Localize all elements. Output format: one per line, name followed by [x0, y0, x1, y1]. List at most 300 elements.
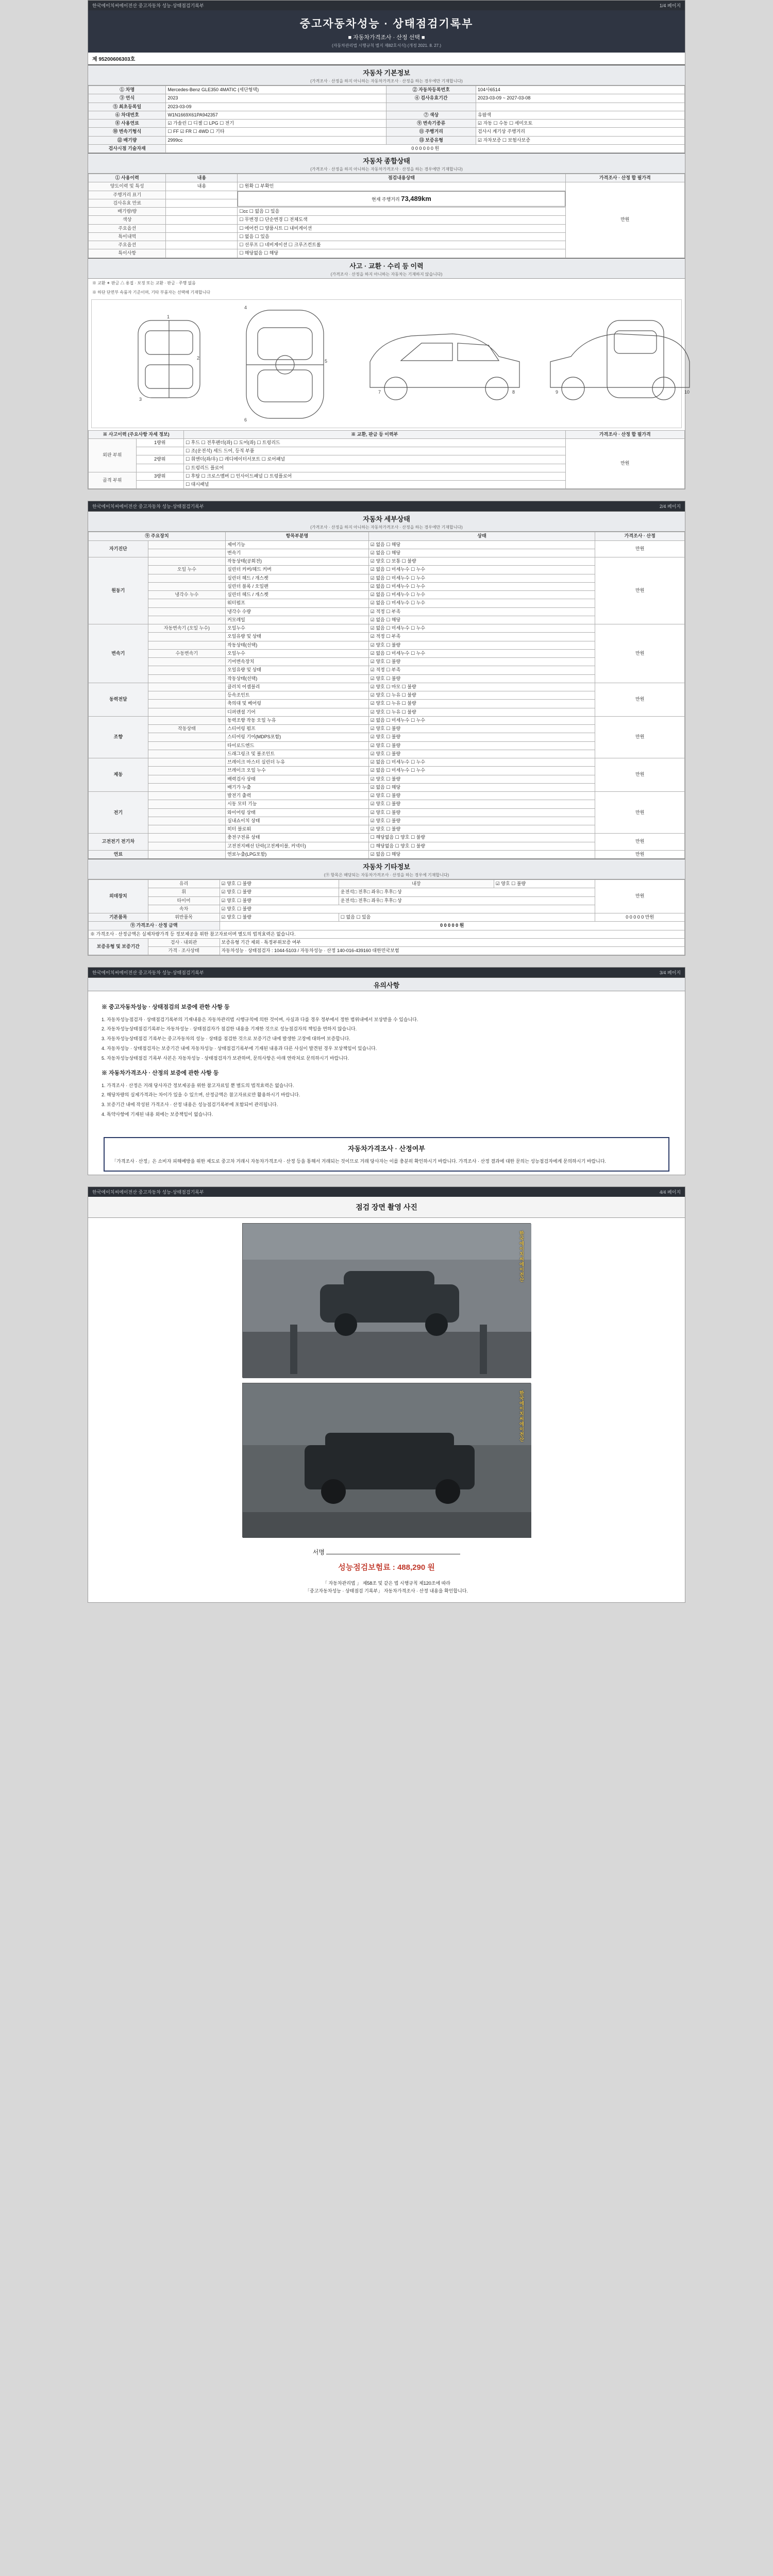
table-header-row	[89, 532, 685, 540]
accident-legend-2: ※ 하단 단면부 속품자 기준이며, 기타 부품자는 선택해 기재합니다	[92, 290, 210, 295]
car-left-side-view	[370, 334, 519, 400]
basic-value2-4: ☑ 자동 ☐ 수동 ☐ 세미오토	[476, 120, 685, 128]
svg-text:3: 3	[139, 396, 142, 402]
detail-sub-3-1	[148, 691, 225, 700]
accident-bottom-label-1: ※ 사고이력 (주요사항 자세 정보)	[89, 430, 184, 438]
overall-row-label-7: 주요옵션	[89, 241, 166, 249]
signature-label: 서명	[312, 1548, 325, 1556]
overall-col-2: 점검내용상태	[238, 174, 565, 182]
section-overall-title: 자동차 종합상태	[363, 157, 410, 165]
basic-label2-4: ⑨ 변속기종류	[386, 120, 476, 128]
detail-sub-3-0	[148, 683, 225, 691]
table-row	[89, 792, 685, 800]
table-row	[89, 922, 685, 930]
detail-item-state-2-3[interactable]: ☑ 없음 ☐ 미세누수 ☐ 누수	[368, 649, 595, 657]
detail-group-8: 연료	[89, 850, 148, 858]
detail-item-state-0-1[interactable]: ☑ 없음 ☐ 해당	[368, 549, 595, 557]
detail-item-name-6-3: 실내쇼이치 상태	[226, 817, 369, 825]
detail-price-5: 만원	[595, 758, 685, 792]
mileage-label: 현재 주행거리	[372, 197, 400, 202]
footer-line-2: 「중고자동차성능 · 상태점검 기록부」 자동차가격조사 · 산정 내용을 확인합니다.	[305, 1588, 468, 1594]
detail-sub-5-2	[148, 775, 225, 783]
other-name-0: 유리	[148, 880, 220, 888]
other-state-3[interactable]: ☑ 양호 ☐ 불량	[220, 905, 595, 913]
detail-item-name-1-2: 실린더 헤드 / 개스켓	[226, 574, 369, 582]
photo-watermark-2: 한국에이치씨에이전산	[519, 1390, 524, 1442]
page-indicator-3: 3/4 페이지	[659, 970, 681, 976]
page-indicator-4: 4/4 페이지	[659, 1189, 681, 1195]
other-state-1[interactable]: ☑ 양호 ☐ 불량	[220, 888, 339, 896]
browser-tab-title-4: 한국에이치씨에이전산 중고자동차 성능·상태점검기록부	[92, 1189, 204, 1195]
section-accident-sub: (가격조사 · 산정을 하지 아니하는 자동차는 기재하지 않습니다)	[330, 272, 443, 277]
detail-price-3: 만원	[595, 683, 685, 716]
accident-parts-0[interactable]: ☐ 후드 ☐ 전후펜더(좌) ☐ 도어(좌) ☐ 트렁리드	[184, 438, 565, 447]
detail-item-name-1-0: 작동상태(공회전)	[226, 557, 369, 566]
section-overall-sub: (가격조사 · 산정을 하지 아니하는 자동차가격조사 · 산정을 하는 경우에만 기재합니다)	[310, 167, 463, 172]
table-row	[89, 540, 685, 549]
detail-sub-2-5	[148, 666, 225, 674]
detail-item-state-1-0[interactable]: ☑ 양호 ☐ 보통 ☐ 불량	[368, 557, 595, 566]
notice-section-2-title: ※ 자동차가격조사 · 산정의 보증에 관한 사항 등	[102, 1070, 219, 1077]
inspection-photo-2[interactable]	[242, 1383, 531, 1537]
table-header-row	[89, 174, 685, 182]
fee-label: 성능점검보험료 :	[338, 1563, 395, 1572]
other-name-3: 속차	[148, 905, 220, 913]
basic-value2-1: 2023-03-09 ~ 2027-03-08	[476, 94, 685, 103]
table-row	[89, 880, 685, 888]
table-row	[89, 683, 685, 691]
table-row	[89, 850, 685, 858]
car-right-side-view	[550, 334, 690, 400]
detail-item-name-4-3: 타이로드엔드	[226, 741, 369, 750]
guarantee-row-label-1: 가격 · 조사상태	[148, 947, 220, 955]
guarantee-label: 보증유형 및 보증기간	[89, 938, 148, 955]
svg-text:2: 2	[197, 355, 200, 361]
inspection-fee-label: 검사시점 기술자재	[89, 144, 166, 152]
detail-price-2: 만원	[595, 624, 685, 683]
overall-row-state-0[interactable]: ☐ 원확 ☐ 부확인	[238, 182, 565, 191]
detail-sub-1-3	[148, 582, 225, 590]
detail-item-name-7-0: 충전구전류 상태	[226, 834, 369, 842]
overall-row-sub-8	[166, 249, 238, 258]
basic-value-2: 2023-03-09	[166, 103, 386, 111]
detail-item-state-4-3[interactable]: ☑ 양호 ☐ 불량	[368, 741, 595, 750]
overall-row-state-7[interactable]: ☐ 선루프 ☐ 네비게이션 ☐ 크루즈컨트롤	[238, 241, 565, 249]
detail-sub-4-3	[148, 741, 225, 750]
detail-item-name-5-3: 배기가 누출	[226, 783, 369, 791]
basic-value2-0: 104사6514	[476, 86, 685, 94]
accident-parts-3[interactable]: ☐ 트렁리드 플로어	[184, 464, 565, 472]
detail-item-name-1-1: 실린더 커버/헤드 커버	[226, 566, 369, 574]
overall-col-0: ① 사용이력	[89, 174, 166, 182]
accident-col-right: 가격조사 · 산정 합 필가격	[565, 430, 684, 438]
basic-label2-5: ⑪ 주행거리	[386, 128, 476, 136]
detail-item-name-6-0: 발전기 출력	[226, 792, 369, 800]
mileage-box	[238, 191, 565, 207]
basic-label-5: ⑩ 변속기형식	[89, 128, 166, 136]
section-detail-title: 자동차 세부상태	[363, 515, 410, 523]
detail-group-5: 제동	[89, 758, 148, 792]
basic-label-2: ⑤ 최초등록일	[89, 103, 166, 111]
table-row	[89, 938, 685, 946]
detail-price-0: 만원	[595, 540, 685, 557]
detail-sub-2-1	[148, 633, 225, 641]
car-top-view	[246, 310, 324, 418]
detail-item-name-2-4: 기어변속장치	[226, 658, 369, 666]
detail-item-state-4-2[interactable]: ☑ 양호 ☐ 불량	[368, 733, 595, 741]
inspection-photo-1[interactable]	[242, 1223, 531, 1378]
detail-group-1: 원동기	[89, 557, 148, 624]
notice-item: 5. 자동차성능상태점검 기록부 사본은 자동차성능 · 상태점검자가 보관하며, 문의사항은 아래 연락처로 문의하시기 바랍니다.	[102, 1055, 349, 1061]
warranty-value: ☑ 자차보증 ☐ 보험사보증	[476, 136, 685, 144]
detail-item-name-6-4: 히터 블로워	[226, 825, 369, 834]
accident-parts-4[interactable]: ☐ 후탑 ☐ 크로스멤버 ☐ 인사이드패널 ☐ 트렁플로어	[184, 472, 565, 480]
detail-item-state-6-3[interactable]: ☑ 양호 ☐ 불량	[368, 817, 595, 825]
detail-sub-6-4	[148, 825, 225, 834]
price-note: ※ 가격조사 · 산정금액은 실제차량가격 등 정보제공을 위한 참고자료이며 별도의 법적효력은 없습니다.	[89, 930, 685, 938]
detail-item-name-4-4: 드래그링크 및 볼조인트	[226, 750, 369, 758]
table-row	[89, 438, 685, 447]
section-other-header	[88, 859, 685, 879]
accident-rank-5	[136, 481, 184, 489]
detail-sub-2-4	[148, 658, 225, 666]
detail-item-state-7-0[interactable]: ☐ 해당없음 ☐ 양호 ☐ 불량	[368, 834, 595, 842]
other-name2-2[interactable]: 운전석□ 전후□ 좌우□ 후후□ 상	[339, 896, 595, 905]
overall-row-sub-6	[166, 232, 238, 241]
detail-item-state-1-5[interactable]: ☑ 없음 ☐ 미세누수 ☐ 누수	[368, 599, 595, 607]
section-basic-info-header	[88, 65, 685, 86]
detail-group-4: 조향	[89, 716, 148, 758]
other-state-0[interactable]: ☑ 양호 ☐ 불량	[220, 880, 339, 888]
section-other-sub: (⑨ 항목은 해당되는 자동차가격조사 · 산정을 하는 경우에 기재합니다)	[324, 873, 449, 877]
browser-tab-title: 한국에이치씨에이전산 중고자동차 성능·상태점검기록부	[92, 3, 204, 8]
basic-value2-3: 유팜색	[476, 111, 685, 119]
section-basic-info-title: 자동차 기본정보	[363, 69, 410, 77]
detail-item-state-4-0[interactable]: ☑ 없음 ☐ 미세누수 ☐ 누수	[368, 716, 595, 724]
detail-item-state-2-2[interactable]: ☑ 양호 ☐ 불량	[368, 641, 595, 649]
detail-item-name-5-1: 브레이크 오일 누수	[226, 767, 369, 775]
accident-group-4: 골격 부위	[89, 472, 137, 489]
detail-sub-3-3	[148, 708, 225, 716]
detail-item-state-6-2[interactable]: ☑ 양호 ☐ 불량	[368, 808, 595, 817]
detail-sub-4-4	[148, 750, 225, 758]
overall-row-label-5: 주요옵션	[89, 224, 166, 232]
detail-item-state-4-1[interactable]: ☑ 양호 ☐ 불량	[368, 725, 595, 733]
guarantee-row-value-0: 보증유형 기간 제외 · 특정부위보증 여부	[220, 938, 684, 946]
basic-info-table	[88, 86, 685, 153]
detail-sub-2-0: 자동변속기 (오일 누수)	[148, 624, 225, 633]
detail-item-name-3-3: 디퍼렌셜 기어	[226, 708, 369, 716]
car-rear-view	[607, 320, 664, 398]
page-indicator-2: 2/4 페이지	[659, 504, 681, 510]
detail-item-state-3-2[interactable]: ☑ 양호 ☐ 누유 ☐ 불량	[368, 700, 595, 708]
detail-item-state-3-1[interactable]: ☑ 양호 ☐ 누유 ☐ 불량	[368, 691, 595, 700]
detail-item-name-2-3: 오일누수	[226, 649, 369, 657]
other-price-0: 만원	[595, 880, 685, 913]
accident-parts-5[interactable]: ☐ 대시패널	[184, 481, 565, 489]
detail-item-state-2-6[interactable]: ☑ 양호 ☐ 불량	[368, 674, 595, 683]
notice-title: 유의사항	[373, 981, 400, 990]
basic-label-0: ① 차명	[89, 86, 166, 94]
browser-tab-title-2: 한국에이치씨에이전산 중고자동차 성능·상태점검기록부	[92, 504, 204, 510]
mileage-cell	[238, 191, 565, 208]
basic-value2-5: 검사시 계기상 주행거리	[476, 128, 685, 136]
basic-value-5: ☐ FF ☑ FR ☐ 4WD ☐ 기타	[166, 128, 386, 136]
detail-item-state-5-0[interactable]: ☑ 없음 ☐ 미세누수 ☐ 누수	[368, 758, 595, 767]
detail-item-name-3-0: 클러치 어셈블리	[226, 683, 369, 691]
price-assessment-box	[104, 1137, 669, 1172]
price-assessment-text: 「가격조사 · 산정」은 소비자 피해예방을 위한 제도로 중고차 거래시 자동차가격조사 · 산정 등을 통해서 거래되는 것이므로 거래 당사자는 이를 충분히 확인하시기 바랍니다. 가격조사 · 산정 결과에 대한 문의는 성능점검자에게 문의하시기 바랍니다.	[112, 1158, 607, 1164]
detail-item-state-7-1[interactable]: ☐ 해당없음 ☐ 양호 ☐ 불량	[368, 842, 595, 850]
detail-item-state-2-0[interactable]: ☑ 없음 ☐ 미세누수 ☐ 누수	[368, 624, 595, 633]
overall-row-label-2: 검사유효 만료	[89, 199, 166, 207]
detail-sub-6-2	[148, 808, 225, 817]
car-front-view	[138, 320, 200, 398]
detail-sub-6-0	[148, 792, 225, 800]
overall-row-state-4[interactable]: ☐ 무변경 ☐ 단순변경 ☐ 전체도색	[238, 216, 565, 224]
detail-item-name-2-6: 작동상태(선택)	[226, 674, 369, 683]
warranty-label: ⑬ 보증유형	[386, 136, 476, 144]
detail-price-8: 만원	[595, 850, 685, 858]
detail-item-state-2-1[interactable]: ☑ 적정 ☐ 부족	[368, 633, 595, 641]
detail-col-0: ⑨ 주요장치	[89, 532, 226, 540]
detail-item-state-4-4[interactable]: ☑ 양호 ☐ 불량	[368, 750, 595, 758]
detail-item-name-2-1: 오일유량 및 상태	[226, 633, 369, 641]
svg-text:5: 5	[325, 358, 328, 364]
table-row	[89, 136, 685, 144]
photo-watermark-1: 한국에이치씨에이전산	[519, 1230, 524, 1282]
svg-text:6: 6	[244, 417, 247, 422]
price-assessment-title: 자동차가격조사 · 산정여부	[348, 1144, 425, 1153]
detail-group-2: 변속기	[89, 624, 148, 683]
detail-item-state-1-6[interactable]: ☑ 적정 ☐ 부족	[368, 607, 595, 616]
detail-item-name-1-7: 커모레일	[226, 616, 369, 624]
price-head: ⑨ 가격조사 · 산정 금액	[89, 922, 220, 930]
notice-item: 4. 자동차성능 · 상태점검자는 보증기간 내에 자동차성능 · 상태점검기록부에 기재된 내용과 다른 사실이 발견된 경우 보상책임이 있습니다.	[102, 1045, 377, 1051]
detail-item-state-5-1[interactable]: ☑ 없음 ☐ 미세누수 ☐ 누수	[368, 767, 595, 775]
detail-col-1: 항목부분명	[226, 532, 369, 540]
fee-value: 488,290 원	[397, 1563, 435, 1572]
basic-value-0: Mercedes-Benz GLE350 4MATIC (세단형택)	[166, 86, 386, 94]
other-name2-4[interactable]: ☐ 없음 ☐ 있음	[339, 913, 595, 922]
accident-price: 만원	[565, 438, 684, 489]
mileage-value: 73,489km	[401, 195, 431, 203]
accident-rank-4: 3량위	[136, 472, 184, 480]
detail-item-state-1-4[interactable]: ☑ 없음 ☐ 미세누수 ☐ 누수	[368, 591, 595, 599]
detail-sub-1-1: 오일 누수	[148, 566, 225, 574]
overall-row-state-3[interactable]: ☐cc ☐ 없음 ☐ 있음	[238, 208, 565, 216]
document-titlebar	[88, 10, 685, 53]
accident-parts-1[interactable]: ☐ 조(운전석) 세드 드어, 등직 부품	[184, 447, 565, 455]
detail-state-table	[88, 532, 685, 859]
detail-sub-2-6	[148, 674, 225, 683]
detail-group-0: 자기진단	[89, 540, 148, 557]
browser-topbar-3	[88, 968, 685, 977]
notice-item: 3. 자동차성능상태점검 기록부는 중고자동차의 성능 · 상태를 점검한 것으로 보증기간 내에 발생한 고장에 대하여 보증합니다.	[102, 1036, 350, 1041]
detail-item-name-2-0: 오일누수	[226, 624, 369, 633]
legal-reference: (자동차관리법 시행규칙 별지 제82호서식) (개정 2021. 8. 27.)	[331, 43, 442, 48]
svg-text:1: 1	[167, 314, 170, 319]
accident-rank-3	[136, 464, 184, 472]
page-3	[88, 967, 685, 1175]
detail-item-name-4-0: 동력조향 작동 오일 누유	[226, 716, 369, 724]
detail-item-name-1-4: 실린더 헤드 / 개스켓	[226, 591, 369, 599]
overall-row-sub-2	[166, 199, 238, 207]
detail-item-state-3-0[interactable]: ☑ 양호 ☐ 마모 ☐ 불량	[368, 683, 595, 691]
detail-item-state-1-3[interactable]: ☑ 없음 ☐ 미세누수 ☐ 누수	[368, 582, 595, 590]
basic-label-3: ⑥ 차대번호	[89, 111, 166, 119]
notice-section-1-title: ※ 중고자동차성능 · 상태점검의 보증에 관한 사항 등	[102, 1004, 230, 1011]
overall-row-sub-5	[166, 224, 238, 232]
detail-sub-1-2	[148, 574, 225, 582]
basic-value-1: 2023	[166, 94, 386, 103]
detail-item-state-1-7[interactable]: ☑ 없음 ☐ 해당	[368, 616, 595, 624]
table-row	[89, 94, 685, 103]
other-name-1: 휘	[148, 888, 220, 896]
detail-item-name-1-3: 실린더 블록 / 오일팬	[226, 582, 369, 590]
engine-label: ⑫ 배기량	[89, 136, 166, 144]
table-row	[89, 103, 685, 111]
overall-row-state-8[interactable]: ☐ 해당없음 ☐ 해당	[238, 249, 565, 258]
detail-sub-0-1	[148, 549, 225, 557]
detail-item-name-2-5: 오일유량 및 상태	[226, 666, 369, 674]
table-row	[89, 716, 685, 724]
car-damage-diagram[interactable]	[91, 299, 690, 428]
accident-bottom-label-2: ※ 교환, 판금 등 이력부	[184, 430, 565, 438]
basic-label2-0: ② 자동차등록번호	[386, 86, 476, 94]
detail-item-name-0-0: 제어기능	[226, 540, 369, 549]
section-notice-header	[88, 977, 685, 991]
other-state2-0[interactable]: ☑ 양호 ☐ 불량	[494, 880, 595, 888]
detail-item-name-6-2: 와이어링 상태	[226, 808, 369, 817]
basic-value-4: ☑ 가솔린 ☐ 디젤 ☐ LPG ☐ 전기	[166, 120, 386, 128]
page-4	[88, 1187, 685, 1603]
browser-tab-title-3: 한국에이치씨에이전산 중고자동차 성능·상태점검기록부	[92, 970, 204, 976]
overall-row-sub-3	[166, 208, 238, 216]
accident-parts-2[interactable]: ☐ 휘엔더(좌/우) ☐ 레디에이터서포트 ☐ 로어패널	[184, 455, 565, 464]
signature-row	[88, 1543, 685, 1558]
detail-item-name-7-1: 고전전지배선 단락(고전케이블, 커넥터)	[226, 842, 369, 850]
detail-item-state-6-4[interactable]: ☑ 양호 ☐ 불량	[368, 825, 595, 834]
table-row	[89, 947, 685, 955]
other-name-4: 위반품목	[148, 913, 220, 922]
other-group-exterior: 외데장치	[89, 880, 148, 913]
table-row	[89, 182, 685, 191]
page-2	[88, 501, 685, 956]
accident-history-table	[88, 430, 685, 489]
detail-price-7: 만원	[595, 834, 685, 851]
detail-item-name-5-0: 브레이크 마스터 실린더 누유	[226, 758, 369, 767]
other-group-basic: 기본품목	[89, 913, 148, 922]
detail-item-state-5-2[interactable]: ☑ 양호 ☐ 불량	[368, 775, 595, 783]
detail-item-state-0-0[interactable]: ☑ 없음 ☐ 해당	[368, 540, 595, 549]
other-state-4[interactable]: ☑ 양호 ☐ 불량	[220, 913, 339, 922]
notice-item: 1. 자동차성능점검자 · 상태점검기록부의 기재내용은 자동차관리법 시행규칙에 의한 것이며, 사실과 다를 경우 정부에서 정한 범위내에서 보상받을 수 있습니다.	[102, 1016, 418, 1022]
detail-sub-7-0	[148, 834, 225, 842]
table-row	[89, 120, 685, 128]
detail-table-body	[89, 540, 685, 859]
detail-item-state-2-4[interactable]: ☑ 양호 ☐ 불량	[368, 658, 595, 666]
other-state-2[interactable]: ☑ 양호 ☐ 불량	[220, 896, 339, 905]
inspection-fee-row	[88, 1558, 685, 1578]
detail-sub-5-0	[148, 758, 225, 767]
section-other-title: 자동차 기타정보	[363, 863, 410, 871]
overall-row-label-4: 색상	[89, 216, 166, 224]
detail-sub-0-0	[148, 540, 225, 549]
overall-row-sub-4	[166, 216, 238, 224]
notice-section-1-items	[102, 1016, 671, 1063]
detail-item-state-1-1[interactable]: ☑ 없음 ☐ 미세누수 ☐ 누수	[368, 566, 595, 574]
basic-value-3: W1N1669X61PA942357	[166, 111, 386, 119]
detail-sub-7-1	[148, 842, 225, 850]
overall-row-label-1: 주행거리 표기	[89, 191, 166, 199]
browser-topbar-2	[88, 501, 685, 511]
section-accident-title: 사고 · 교환 · 수리 등 이력	[349, 262, 424, 270]
detail-item-state-6-0[interactable]: ☑ 양호 ☐ 불량	[368, 792, 595, 800]
accident-group-0: 외판 부위	[89, 438, 137, 472]
section-overall-header	[88, 153, 685, 174]
detail-item-state-3-3[interactable]: ☑ 양호 ☐ 누유 ☐ 불량	[368, 708, 595, 716]
photo-2-graphic	[243, 1383, 531, 1538]
table-row	[89, 624, 685, 633]
page-title: 중고자동차성능 · 상태점검기록부	[299, 18, 474, 30]
section-accident-header	[88, 258, 685, 279]
browser-topbar	[88, 1, 685, 10]
overall-row-state-5[interactable]: ☐ 에어컨 ☐ 양품시트 ☐ 내비게이션	[238, 224, 565, 232]
page-indicator: 1/4 페이지	[659, 3, 681, 8]
detail-item-name-3-1: 등속조인트	[226, 691, 369, 700]
detail-col-2: 상태	[368, 532, 595, 540]
notice-item: 1. 가격조사 · 산정은 거래 당사자간 정보제공을 위한 참고자료일 뿐 별도의 법적효력은 없습니다.	[102, 1082, 294, 1088]
table-row	[89, 86, 685, 94]
table-row	[89, 144, 685, 152]
detail-sub-6-3	[148, 817, 225, 825]
detail-sub-1-6	[148, 607, 225, 616]
table-row	[89, 930, 685, 938]
svg-text:9: 9	[556, 389, 559, 395]
detail-group-6: 전기	[89, 792, 148, 834]
overall-row-state-6[interactable]: ☐ 없음 ☐ 있음	[238, 232, 565, 241]
section-detail-sub: (가격조사 · 산정을 하지 아니하는 자동차가격조사 · 산정을 하는 경우에만 기재합니다)	[310, 525, 463, 530]
other-name2-1[interactable]: 운전석□ 전후□ 좌우□ 후후□ 상	[339, 888, 595, 896]
detail-sub-3-2	[148, 700, 225, 708]
accident-rank-2: 2량위	[136, 455, 184, 464]
detail-item-state-6-1[interactable]: ☑ 양호 ☐ 불량	[368, 800, 595, 808]
basic-label2-3: ⑦ 색상	[386, 111, 476, 119]
notice-item: 4. 특약사항에 기재된 내용 외에는 보증책임이 없습니다.	[102, 1111, 213, 1117]
detail-item-state-1-2[interactable]: ☑ 없음 ☐ 미세누수 ☐ 누수	[368, 574, 595, 582]
detail-item-name-0-1: 변속기	[226, 549, 369, 557]
detail-item-name-4-1: 스티어링 펌프	[226, 725, 369, 733]
overall-row-sub-7	[166, 241, 238, 249]
detail-sub-1-0	[148, 557, 225, 566]
guarantee-row-label-0: 검사 · 내외관	[148, 938, 220, 946]
detail-price-4: 만원	[595, 716, 685, 758]
overall-price-cell: 만원	[565, 182, 684, 258]
notice-item: 3. 보증기간 내에 작성된 가격조사 · 산정 내용은 성능점검기록부에 포함되어 관리됩니다.	[102, 1102, 278, 1107]
accident-legend-1: ※ 교환 ✶ 판금 △ 용접 · 보정 또는 교환 · 판금 · 주행 없음	[92, 280, 196, 285]
detail-sub-1-7	[148, 616, 225, 624]
detail-item-state-8-0[interactable]: ☑ 없음 ☐ 해당	[368, 850, 595, 858]
detail-price-6: 만원	[595, 792, 685, 834]
detail-price-1: 만원	[595, 557, 685, 624]
svg-text:8: 8	[512, 389, 515, 395]
detail-item-state-5-3[interactable]: ☑ 없음 ☐ 해당	[368, 783, 595, 791]
detail-sub-8-0	[148, 850, 225, 858]
detail-item-state-2-5[interactable]: ☑ 적정 ☐ 부족	[368, 666, 595, 674]
notice-item: 2. 자동차성능상태점검기록부는 자동차성능 · 상태점검자가 점검한 내용을 기재한 것으로 성능점검자의 책임을 면하지 않습니다.	[102, 1026, 357, 1032]
accident-rank-0: 1량위	[136, 438, 184, 447]
